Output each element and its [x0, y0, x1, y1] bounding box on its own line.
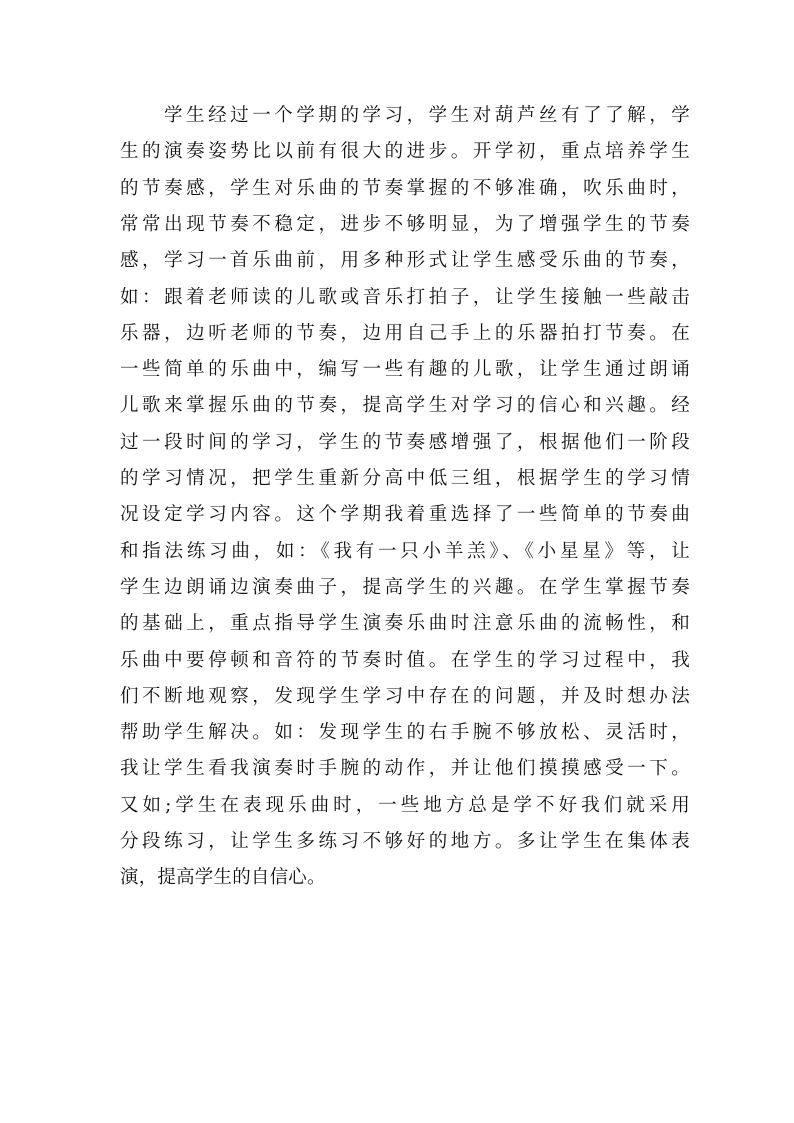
paragraph-line: 和指法练习曲，如：《我有一只小羊羔》、《小星星》等，让 — [120, 540, 690, 562]
paragraph-line: 如：跟着老师读的儿歌或音乐打拍子，让学生接触一些敲击 — [120, 286, 690, 308]
paragraph-line: 学生边朗诵边演奏曲子，提高学生的兴趣。在学生掌握节奏 — [120, 576, 690, 598]
paragraph-line: 常常出现节奏不稳定，进步不够明显，为了增强学生的节奏 — [120, 213, 690, 235]
paragraph-line: 演，提高学生的自信心。 — [120, 867, 326, 889]
paragraph-line: 我让学生看我演奏时手腕的动作，并让他们摸摸感受一下。 — [120, 758, 690, 780]
paragraph-line: 分段练习，让学生多练习不够好的地方。多让学生在集体表 — [120, 831, 690, 852]
paragraph-line: 帮助学生解决。如：发现学生的右手腕不够放松、灵活时， — [120, 722, 690, 744]
paragraph-line: 们不断地观察，发现学生学习中存在的问题，并及时想办法 — [120, 685, 690, 707]
paragraph-line: 又如;学生在表现乐曲时，一些地方总是学不好我们就采用 — [120, 794, 690, 816]
paragraph-line: 学生经过一个学期的学习，学生对葫芦丝有了了解，学 — [164, 105, 690, 126]
paragraph-line: 儿歌来掌握乐曲的节奏，提高学生对学习的信心和兴趣。经 — [120, 395, 690, 417]
paragraph-line: 乐器，边听老师的节奏，边用自己手上的乐器拍打节奏。在 — [120, 322, 690, 344]
paragraph-line: 况设定学习内容。这个学期我着重选择了一些简单的节奏曲 — [120, 504, 690, 526]
paragraph-line: 的基础上，重点指导学生演奏乐曲时注意乐曲的流畅性，和 — [120, 613, 690, 635]
paragraph-line: 的节奏感，学生对乐曲的节奏掌握的不够准确，吹乐曲时， — [120, 177, 690, 199]
paragraph-line: 感，学习一首乐曲前，用多种形式让学生感受乐曲的节奏， — [120, 250, 690, 272]
paragraph-line: 一些简单的乐曲中，编写一些有趣的儿歌，让学生通过朗诵 — [120, 359, 690, 381]
paragraph-line: 过一段时间的学习，学生的节奏感增强了，根据他们一阶段 — [120, 431, 690, 453]
paragraph-line: 乐曲中要停顿和音符的节奏时值。在学生的学习过程中，我 — [120, 649, 690, 671]
paragraph-line: 的学习情况，把学生重新分高中低三组，根据学生的学习情 — [120, 468, 690, 489]
paragraph-line: 生的演奏姿势比以前有很大的进步。开学初，重点培养学生 — [120, 141, 690, 163]
